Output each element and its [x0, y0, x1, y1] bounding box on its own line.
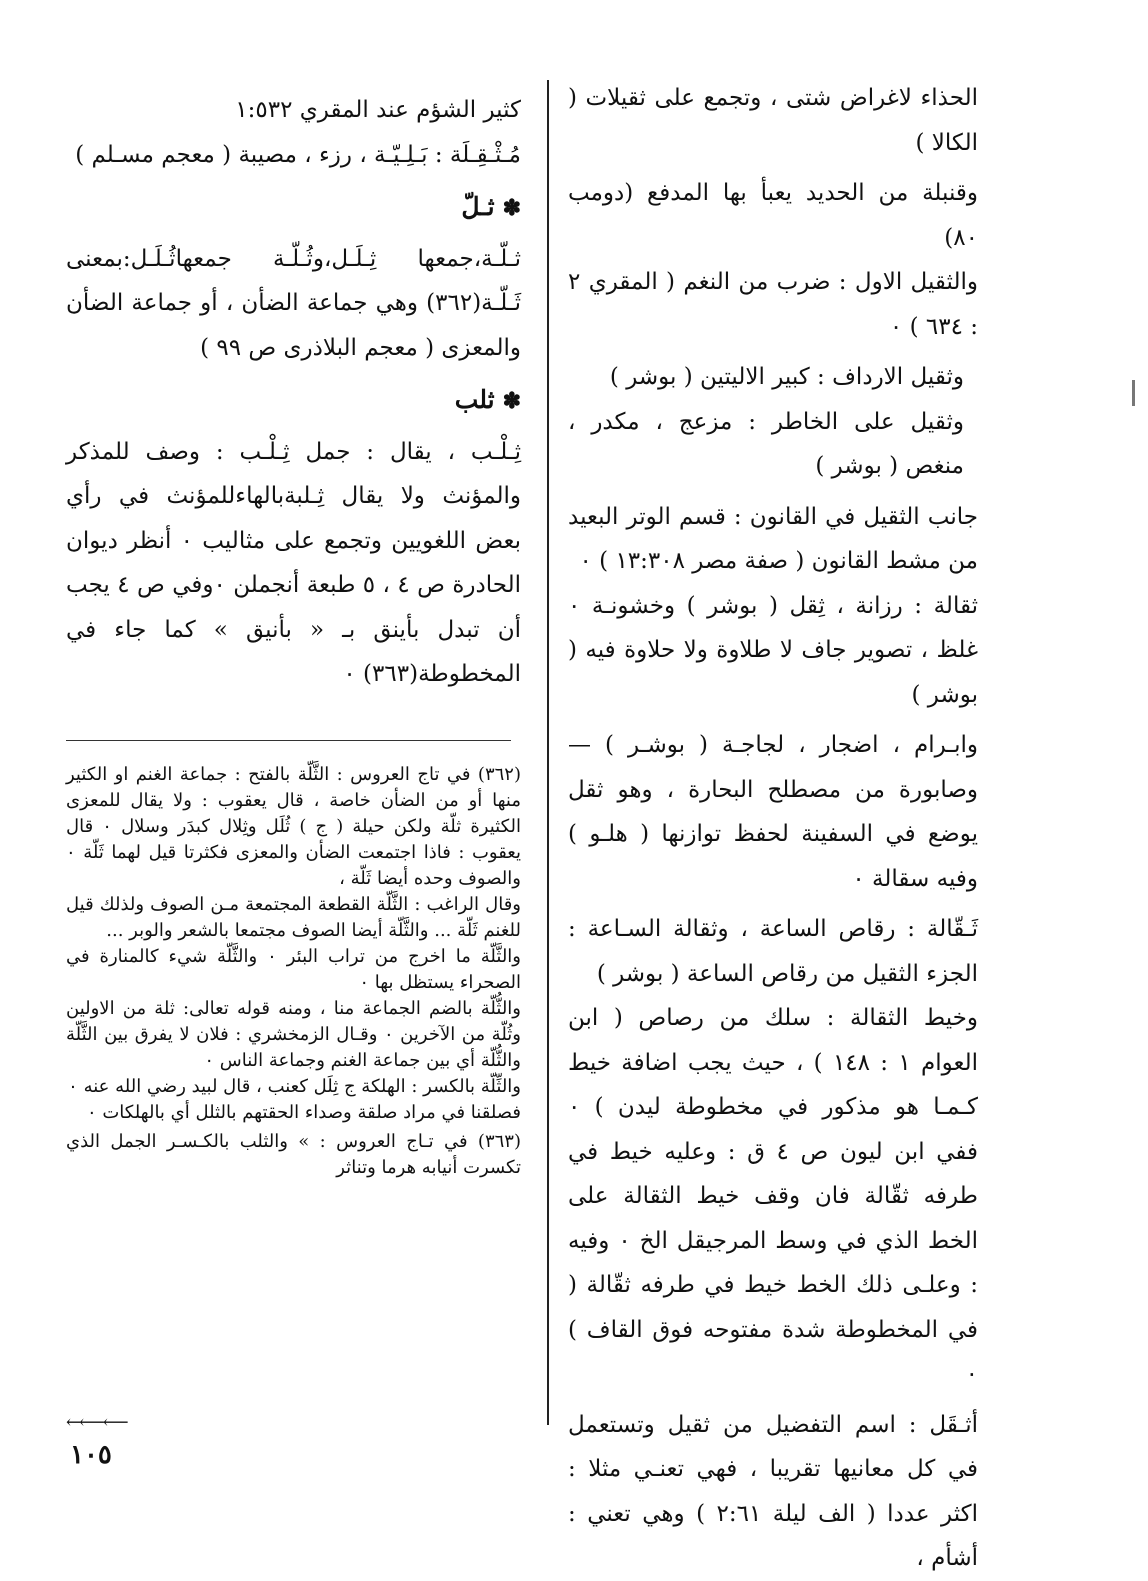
headword: ثلب	[454, 385, 495, 414]
asterisk-icon: ✽	[502, 195, 521, 221]
paragraph: أثـقَل : اسم التفضيل من ثقيل وتستعمل في كل معانيها تقريبا ، فهي تعنـي مثلا : اكثر عددا ( الف ليلة ٢:٦١ ) وهي تعني : أشأم ،	[568, 1411, 979, 1571]
footnote: والثَّلّة ما اخرج من تراب البئر ٠ والثَّلّة شيء كالمنارة في الصحراء يستظل بها ٠	[66, 946, 521, 993]
paragraph: وخيط الثقالة : سلك من رصاص ( ابن العوام ١ : ١٤٨ ) ، حيث يجب اضافة خيط كـمـا هو مذكور في مخطوطة ليدن ) ٠ ففي ابن ليون ص ٤ ق : وعليه خيط في طرفه ثقّالة فان وقف خيط الثقالة على الخط الذي في وسط المرجيقل الخ ٠ وفيه : وعلـى ذلك الخط خيط في طرفه ثقّالة ( في المخطوطة شدة مفتوحه فوق القاف ) ٠	[568, 1005, 979, 1387]
paragraph: جانب الثقيل في القانون : قسم الوتر البعيد من مشط القانون ( صفة مصر ١٣:٣٠٨ ) ٠	[568, 503, 978, 574]
footnote: (٣٦٣) في تـاج العروس : » والثلب بالكـسـر الجمل الذي تكسرت أنيابه هرما وتناثر	[66, 1131, 521, 1178]
left-column	[66, 88, 521, 697]
asterisk-icon: ✽	[502, 388, 521, 414]
footnote: (٣٦٢) في تاج العروس : الثَّلّة بالفتح : جماعة الغنم او الكثير منها أو من الضأن خاصة ، قال يعقوب : ولا يقال للمعزى الكثيرة ثلّة ولكن حيلة ( ج ) ثُلَل وثِلال كبدَر وسلال ٠ قال يعقوب : فاذا اجتمعت الضأن والمعزى فكثرتا قيل لهما ثَلّة ٠ والصوف وحده أيضا ثَلّة ،	[66, 764, 522, 889]
continuation-arrow-icon: ←⟵⟵	[66, 1412, 127, 1433]
paragraph: كثير الشؤم عند المقري ١:٥٣٢	[235, 97, 521, 123]
entry-heading	[66, 185, 521, 231]
footnotes	[66, 762, 521, 1181]
footnote: والثِّلّة بالكسر : الهلكة ج ثِلَل كعنب ، قال لبيد رضي الله عنه ٠	[68, 1076, 521, 1097]
footnote-separator	[66, 740, 511, 741]
headword: ثـلّ	[461, 192, 495, 221]
footnote: والثُّلّة بالضم الجماعة منا ، ومنه قوله تعالى: ثلة من الاولين وثُلّة من الآخرين ٠ وقـال الزمخشري : فلان لا يفرق بين الثَّلّة والثُّلّة أي بين جماعة الغنم وجماعة الناس ٠	[66, 998, 521, 1071]
page-number: ١٠٥	[70, 1440, 112, 1470]
paragraph: وابـرام ، اضجار ، لجاجـة ( بوشـر ) — وصابورة من مصطلح البحارة ، وهو ثقل يوضع في السفينة لحفظ توازنها ( هلـو ) وفيه سقالة ٠	[568, 732, 978, 892]
margin-mark	[1132, 380, 1135, 406]
paragraph: ثَـقّالة : رقاص الساعة ، وثقالة السـاعة : الجزء الثقيل من رقاص الساعة ( بوشر )	[568, 916, 978, 987]
entry-heading	[66, 378, 521, 424]
paragraph: ثقالة : رزانة ، ثِقل ( بوشر ) وخشونـة ٠ غلظ ، تصوير جاف لا طلاوة ولا حلاوة فيه ( بوشر )	[568, 592, 978, 708]
paragraph: والثقيل الاول : ضرب من النغم ( المقري ٢ : ٦٣٤ ) ٠	[568, 269, 978, 340]
paragraph: وقنبلة من الحديد يعبأ بها المدفع (دومب ٨٠)	[568, 180, 978, 251]
right-column	[568, 76, 978, 1581]
footnote: وقال الراغب : الثَّلّة القطعة المجتمعة مـن الصوف ولذلك قيل للغنم ثَلّة ... والثَّلّة أيضا الصوف مجتمعا بالشعر والوبر ...	[66, 894, 521, 941]
entry-body: ثِـلْـب ، يقال : جمل ثِـلْـب : وصف للمذكر والمؤنث ولا يقال ثِـلبةبالهاءللمؤنث في رأي بعض اللغويين وتجمع على مثاليب ٠ أنظر ديوان الحادرة ص ٤ ، ٥ طبعة أنجملن ٠وفي ص ٤ يجب أن تبدل بأينق بـ « بأنيق » كما جاء في المخطوطة(٣٦٣) ٠	[66, 438, 522, 687]
paragraph: وثقيل الارداف : كبير الاليتين ( بوشر )	[609, 364, 964, 390]
paragraph: مُـثْـقِـلَة : بَـلِـيّـة ، رزء ، مصيبة ( معجم مسـلم )	[75, 141, 521, 168]
column-divider	[547, 80, 549, 1425]
entry-body: ثـلّـة،جمعها ثِـلَـل،وثُـلّـة جمعهاثُـلَـل:بمعنى ثَـلّـة(٣٦٢) وهي جماعة الضأن ، أو جماعة الضأن والمعزى ( معجم البلاذرى ص ٩٩ )	[66, 245, 521, 361]
footnote: فصلقنا في مراد صلقة وصداء الحقتهم بالثلل أي بالهلكات ٠	[86, 1102, 521, 1123]
paragraph: وثقيل على الخاطر : مزعج ، مكدر ، منغص ( بوشر )	[568, 408, 964, 479]
paragraph: الحذاء لاغراض شتى ، وتجمع على ثقيلات ( الكالا )	[568, 85, 978, 156]
